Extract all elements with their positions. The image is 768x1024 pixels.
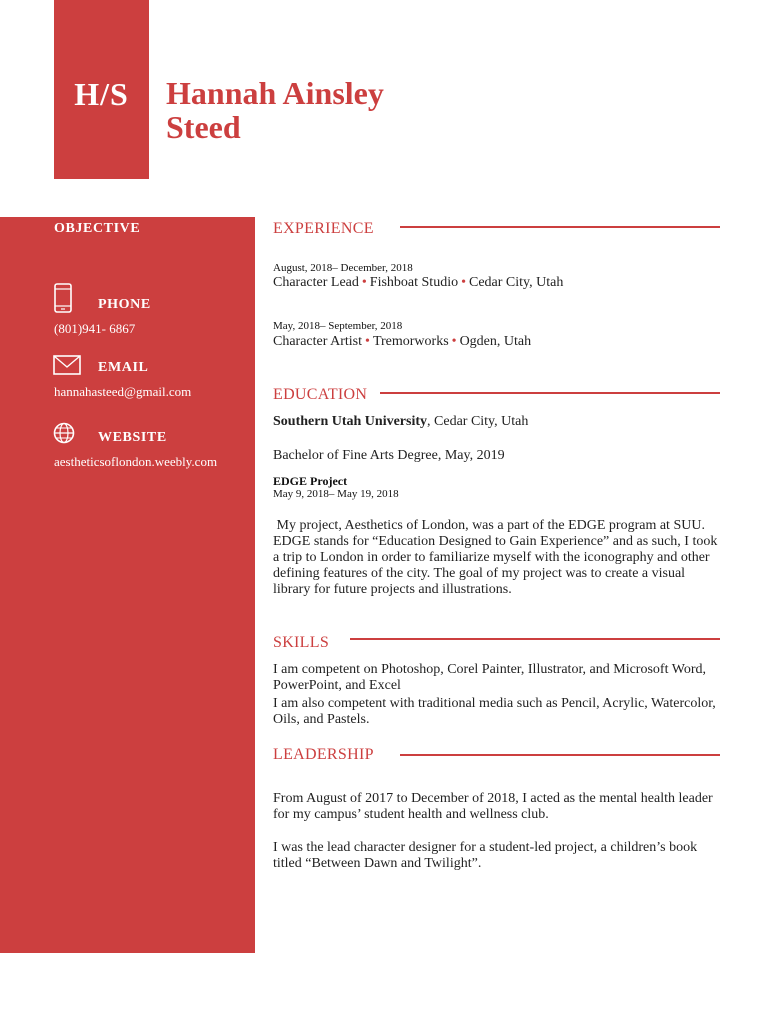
email-link[interactable]: hannahasteed@gmail.com [54,384,192,399]
experience-1-org: Fishboat Studio [369,275,459,290]
experience-2-org: Tremorworks [372,334,449,349]
bullet-dot: • [361,275,367,290]
objective-heading: OBJECTIVE [54,221,141,236]
monogram-box [54,0,149,179]
skills-paragraph-2: I am also competent with traditional media such as Pencil, Acrylic, Watercolor, Oils, and Pastels. [273,696,716,727]
leadership-heading: LEADERSHIP [273,746,374,763]
phone-label: PHONE [98,297,151,312]
name-line-1: Hannah Ainsley [166,75,384,111]
education-school: Southern Utah University [273,414,428,429]
project-title: EDGE Project [273,474,348,488]
skills-paragraph-1: I am competent on Photoshop, Corel Painter, Illustrator, and Microsoft Word, PowerPoint, and Excel [273,662,706,693]
email-label: EMAIL [98,360,149,375]
education-degree: Bachelor of Fine Arts Degree, May, 2019 [273,448,505,463]
monogram: H/S [74,76,129,112]
bullet-dot: • [365,334,370,349]
experience-2-line [273,334,531,350]
bullet-dot: • [461,275,466,290]
education-school-location: , Cedar City, Utah [427,414,529,429]
experience-heading: EXPERIENCE [273,220,374,237]
experience-1-dates: August, 2018– December, 2018 [273,262,413,274]
experience-1-role: Character Lead [273,275,359,290]
project-dates: May 9, 2018– May 19, 2018 [273,488,399,500]
leadership-paragraph-2: I was the lead character designer for a student-led project, a children’s book titled “Between Dawn and Twilight”. [273,840,698,871]
skills-heading: SKILLS [273,634,330,651]
project-description: My project, Aesthetics of London, was a part of the EDGE program at SUU. EDGE stands for “Education Designed to Gain Experience” and as such, I took a trip to London in order to familiarize myself with the iconography and other defining features of the city. The goal of my project was to create a visual library for future projects and illustrations. [273,518,721,597]
education-rule [380,392,720,394]
leadership-paragraph-1: From August of 2017 to December of 2018, I acted as the mental health leader for my campus’ student health and wellness club. [273,791,713,822]
experience-2-role: Character Artist [273,334,363,349]
leadership-rule [400,754,720,756]
education-school-line [273,414,528,430]
education-heading: EDUCATION [273,386,368,403]
experience-2-location: Ogden, Utah [459,334,532,349]
website-label: WEBSITE [98,430,167,445]
website-link[interactable]: aestheticsoflondon.weebly.com [54,454,218,469]
skills-rule [350,638,720,640]
experience-1-line [273,275,563,291]
experience-rule [400,226,720,228]
name-line-2: Steed [166,109,241,145]
experience-2-dates: May, 2018– September, 2018 [273,320,403,332]
envelope-icon [53,355,81,379]
sidebar [0,217,255,953]
phone-icon [53,283,73,317]
candidate-name [166,76,384,144]
experience-1-location: Cedar City, Utah [469,275,564,290]
phone-value: (801)941- 6867 [54,321,136,336]
globe-icon [53,422,75,448]
bullet-dot: • [451,334,457,349]
